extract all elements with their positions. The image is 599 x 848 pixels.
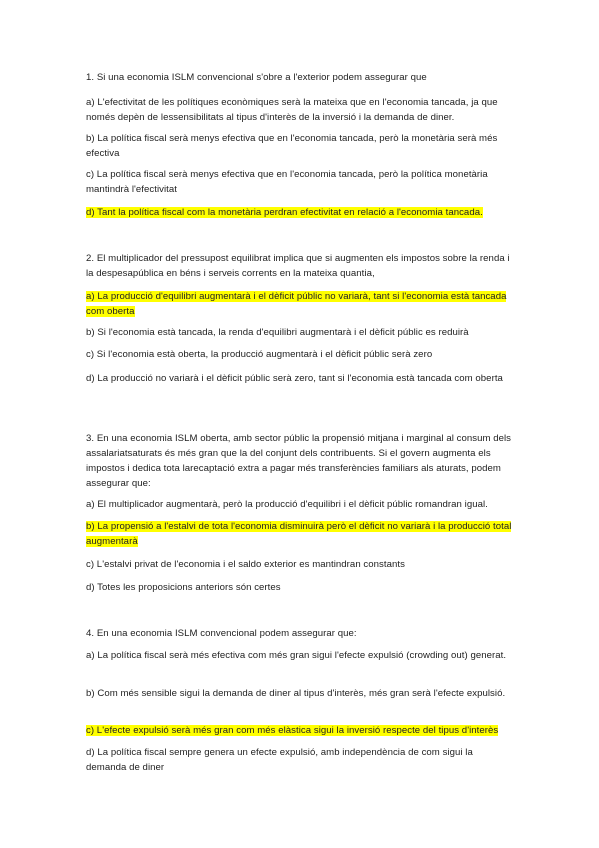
- question-4-stem: [86, 626, 514, 641]
- question-2-option-b: [86, 325, 514, 340]
- option-text: c) L'estalvi privat de l'economia i el saldo exterior es mantindran constants: [86, 559, 405, 570]
- question-2-option-d: [86, 371, 514, 386]
- question-text: 4. En una economia ISLM convencional podem assegurar que:: [86, 628, 357, 639]
- question-3-option-c: [86, 557, 514, 572]
- question-1-option-c: [86, 167, 514, 197]
- option-text: a) L'efectivitat de les polítiques econòmiques serà la mateixa que en l'economia tancada, ja que només depèn de lessensibilitats al tipus d'interès de la inversió i la demanda de diner.: [86, 97, 498, 123]
- question-4-option-d: [86, 745, 514, 775]
- question-text: 2. El multiplicador del pressupost equilibrat implica que si augmenten els impostos sobre la renda i la despesapública en béns i serveis corrents en la mateixa quantia,: [86, 253, 510, 279]
- option-text: b) La política fiscal serà menys efectiva que en l'economia tancada, però la monetària serà més efectiva: [86, 133, 498, 159]
- option-text: b) Si l'economia està tancada, la renda d'equilibri augmentarà i el dèficit públic es reduirà: [86, 327, 469, 338]
- highlighted-answer: b) La propensió a l'estalvi de tota l'economia disminuirà però el dèficit no variarà i la producció total augmentarà: [86, 521, 512, 547]
- option-text: a) La política fiscal serà més efectiva com més gran sigui l'efecte expulsió (crowding out) generat.: [86, 650, 507, 661]
- question-1-option-a: [86, 95, 514, 125]
- option-text: a) El multiplicador augmentarà, però la producció d'equilibri i el dèficit públic romandran igual.: [86, 499, 488, 510]
- option-text: c) Si l'economia està oberta, la producció augmentarà i el dèficit públic serà zero: [86, 349, 433, 360]
- highlighted-answer: d) Tant la política fiscal com la monetària perdran efectivitat en relació a l'economia tancada.: [86, 207, 483, 218]
- question-2-stem: [86, 251, 514, 281]
- question-4-option-a: [86, 648, 514, 663]
- question-3-stem: [86, 431, 514, 491]
- question-3-option-d: [86, 580, 514, 595]
- option-text: b) Com més sensible sigui la demanda de diner al tipus d'interès, més gran serà l'efecte expulsió.: [86, 688, 506, 699]
- question-2-option-c: [86, 347, 514, 362]
- highlighted-answer: a) La producció d'equilibri augmentarà i el dèficit públic no variarà, tant si l'economia està tancada com oberta: [86, 291, 507, 317]
- question-1-option-d: [86, 205, 514, 220]
- option-text: d) Totes les proposicions anteriors són certes: [86, 582, 281, 593]
- question-3-option-a: [86, 497, 514, 512]
- option-text: d) La política fiscal sempre genera un efecte expulsió, amb independència de com sigui la demanda de diner: [86, 747, 473, 773]
- highlighted-answer: c) L'efecte expulsió serà més gran com més elàstica sigui la inversió respecte del tipus d'interès: [86, 725, 499, 736]
- option-text: d) La producció no variarà i el dèficit públic serà zero, tant si l'economia està tancada com oberta: [86, 373, 503, 384]
- question-text: 3. En una economia ISLM oberta, amb sector públic la propensió mitjana i marginal al consum dels assalariatsaturats és més gran que la del conjunt dels contribuents. Si el govern augmenta els impostos i dedica tota larecaptació extra a pagar més transferències familiars als aturats, podem assegurar que:: [86, 433, 512, 489]
- question-1-option-b: [86, 131, 514, 161]
- question-3-option-b: [86, 519, 514, 549]
- question-1-stem: [86, 70, 514, 85]
- question-4-option-c: [86, 723, 514, 738]
- option-text: c) La política fiscal serà menys efectiva que en l'economia tancada, però la política monetària mantindrà l'efectivitat: [86, 169, 488, 195]
- question-2-option-a: [86, 289, 514, 319]
- question-text: 1. Si una economia ISLM convencional s'obre a l'exterior podem assegurar que: [86, 72, 427, 83]
- question-4-option-b: [86, 686, 514, 701]
